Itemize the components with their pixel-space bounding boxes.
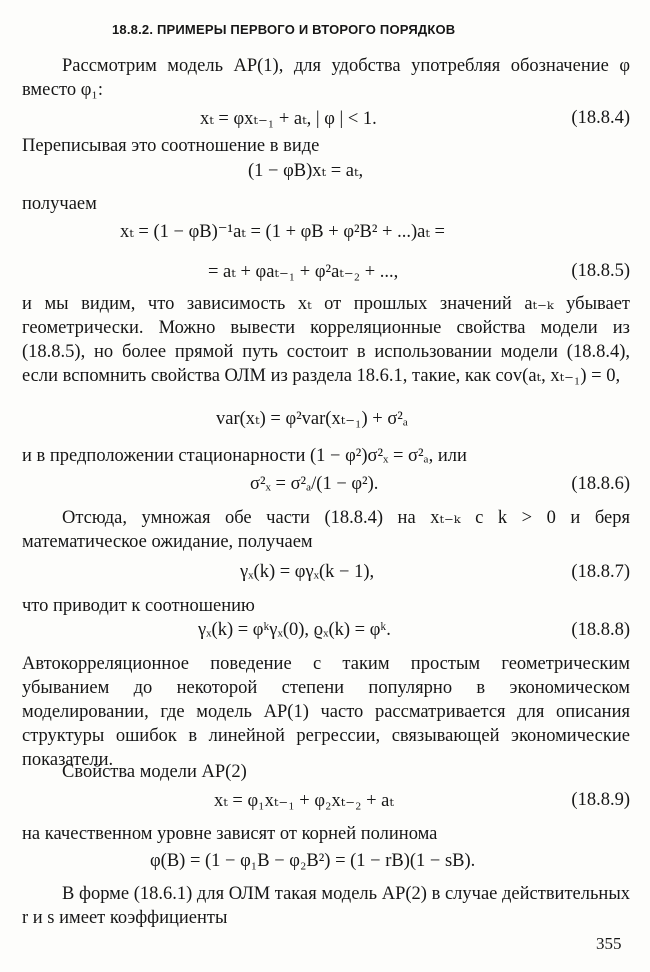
paragraph-obtain: получаем xyxy=(22,194,97,214)
page-number: 355 xyxy=(596,934,622,953)
section-heading: 18.8.2. ПРИМЕРЫ ПЕРВОГО И ВТОРОГО ПОРЯДКОВ xyxy=(112,22,456,37)
equation-number: (18.8.9) xyxy=(571,790,630,810)
equation-number: (18.8.5) xyxy=(571,261,630,281)
equation-variance: var(xₜ) = φ²var(xₜ₋₁) + σ²ₐ xyxy=(216,409,408,429)
paragraph-intro: Рассмотрим модель АР(1), для удобства употребляя обозначение φ вместо φ₁: xyxy=(22,56,630,100)
equation-autocov-recursion: γₓ(k) = φγₓ(k − 1), xyxy=(240,562,375,582)
equation-autocorrelation: γₓ(k) = φᵏγₓ(0), ϱₓ(k) = φᵏ. xyxy=(198,620,391,640)
paragraph-stationarity: и в предположении стационарности (1 − φ²)σ²ₓ = σ²ₐ, или xyxy=(22,446,467,466)
equation-number: (18.8.6) xyxy=(571,474,630,494)
equation-ar2: xₜ = φ₁xₜ₋₁ + φ₂xₜ₋₂ + aₜ xyxy=(214,791,394,811)
paragraph-ar2-properties: Свойства модели АР(2) xyxy=(62,762,247,782)
equation-polynomial: φ(B) = (1 − φ₁B − φ₂B²) = (1 − rB)(1 − sB). xyxy=(150,851,476,871)
equation-ma-expansion: = aₜ + φaₜ₋₁ + φ²aₜ₋₂ + ..., xyxy=(208,262,399,282)
equation-number: (18.8.4) xyxy=(571,108,630,128)
equation-inverse: xₜ = (1 − φB)⁻¹aₜ = (1 + φB + φ²B² + ...)aₜ = xyxy=(120,222,445,242)
equation-sigma: σ²ₓ = σ²ₐ/(1 − φ²). xyxy=(250,474,379,494)
paragraph-roots: на качественном уровне зависят от корней полинома xyxy=(22,824,438,844)
paragraph-autocorrelation-behavior: Автокорреляционное поведение с таким простым геометрическим убыванием до некоторой степени популярно в экономическом моделировании, где модель АР(1) часто рассматривается для описания структуры ошибок в линейной регрессии, связывающей экономические показатели. xyxy=(22,654,630,770)
paragraph-geometric: и мы видим, что зависимость xₜ от прошлых значений aₜ₋ₖ убывает геометрически. Можно вывести корреляционные свойства модели из (18.8.5), но более прямой путь состоит в использовании модели (18.8.4), если вспомнить свойства ОЛМ из раздела 18.6.1, такие, как cov(aₜ, xₜ₋₁) = 0, xyxy=(22,294,630,386)
paragraph-olm-form: В форме (18.6.1) для ОЛМ такая модель АР(2) в случае действительных r и s имеет коэффициенты xyxy=(22,884,630,928)
equation-number: (18.8.7) xyxy=(571,562,630,582)
paragraph-multiply: Отсюда, умножая обе части (18.8.4) на xₜ₋ₖ с k > 0 и беря математическое ожидание, получаем xyxy=(22,508,630,552)
paragraph-leads-to: что приводит к соотношению xyxy=(22,596,255,616)
equation-operator-form: (1 − φB)xₜ = aₜ, xyxy=(248,161,364,181)
paragraph-rewrite: Переписывая это соотношение в виде xyxy=(22,136,320,156)
equation-number: (18.8.8) xyxy=(571,620,630,640)
equation-ar1: xₜ = φxₜ₋₁ + aₜ, | φ | < 1. xyxy=(200,109,377,129)
